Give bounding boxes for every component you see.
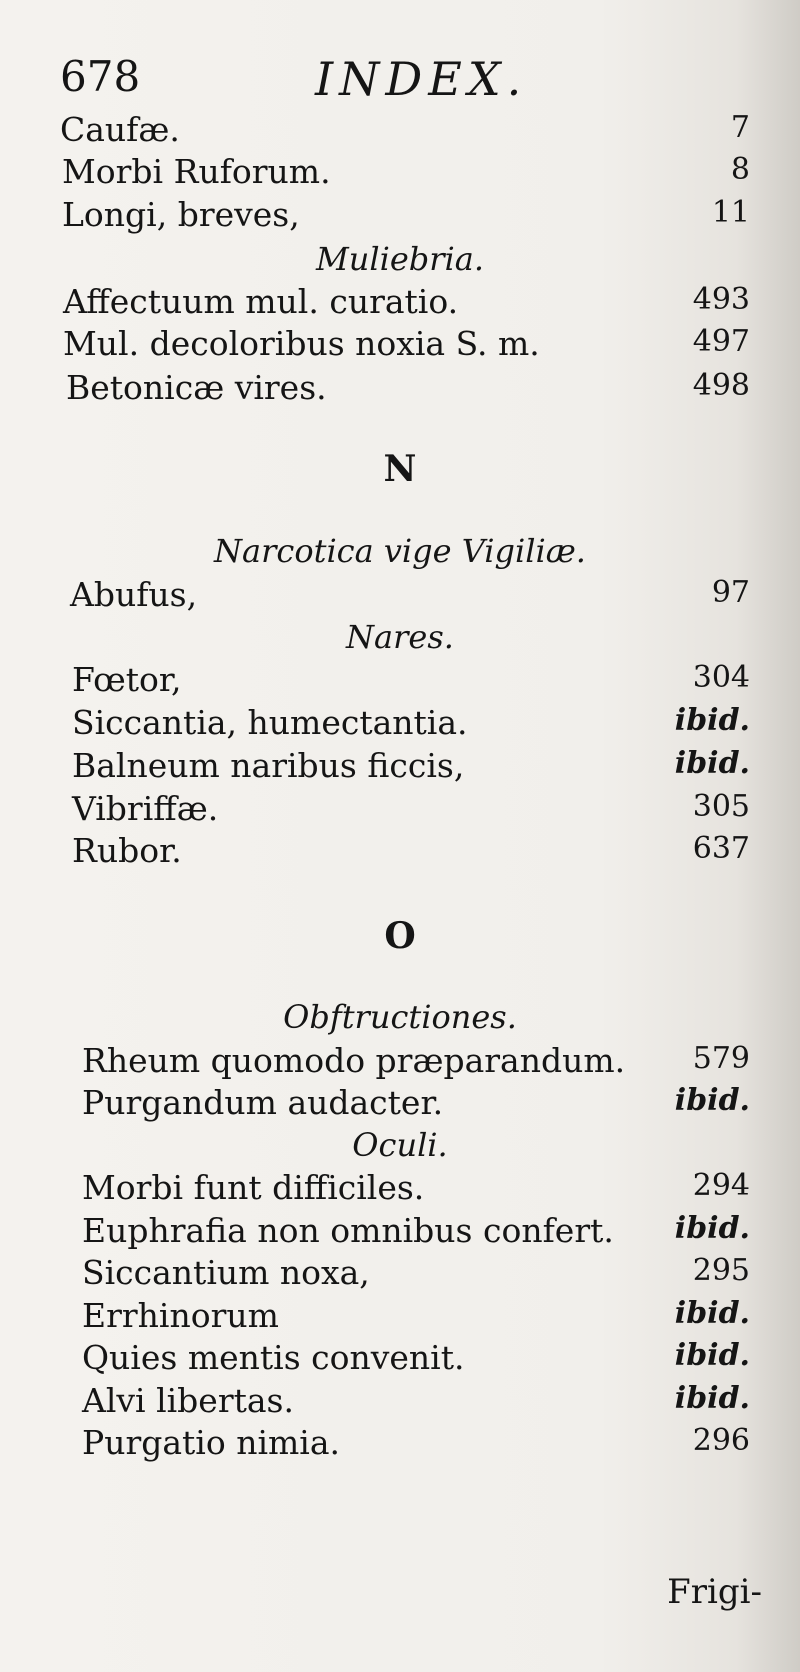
entry-label: Rheum quomodo præparandum. — [82, 1041, 626, 1080]
entry-page-ref: 296 — [692, 1423, 750, 1458]
section-heading: Oculi. — [352, 1126, 448, 1164]
entry-label: Balneum naribus ficcis, — [72, 746, 465, 785]
entry-label: Morbi funt difficiles. — [82, 1168, 425, 1207]
section-heading: Muliebria. — [315, 240, 485, 278]
index-entry — [0, 1381, 800, 1429]
entry-page-ref: ibid. — [674, 746, 750, 781]
entry-label: Euphrafia non omnibus confert. — [82, 1211, 614, 1250]
entry-page-ref: ibid. — [674, 1083, 750, 1118]
index-entry — [0, 282, 800, 330]
entry-label: Quies mentis convenit. — [82, 1338, 465, 1377]
entry-page-ref: 294 — [692, 1168, 750, 1203]
section-heading: Nares. — [346, 618, 454, 656]
entry-label: Caufæ. — [60, 110, 180, 149]
entry-page-ref: 497 — [692, 324, 750, 359]
entry-page-ref: 7 — [730, 110, 750, 145]
index-entry — [0, 1338, 800, 1386]
entry-page-ref: ibid. — [674, 1338, 750, 1373]
entry-label: Morbi Ruforum. — [62, 152, 331, 191]
entry-page-ref: 11 — [711, 195, 750, 230]
entry-page-ref: ibid. — [674, 1296, 750, 1331]
entry-label: Betonicæ vires. — [66, 368, 327, 407]
entry-page-ref: 498 — [692, 368, 750, 403]
index-entry — [0, 1041, 800, 1089]
entry-page-ref: 305 — [692, 789, 750, 824]
index-entry — [0, 1083, 800, 1131]
entry-label: Siccantia, humectantia. — [72, 703, 468, 742]
index-entry — [0, 152, 800, 200]
index-entry — [0, 831, 800, 879]
index-entry — [0, 1253, 800, 1301]
entry-label: Abufus, — [70, 575, 198, 614]
index-entry — [0, 195, 800, 243]
index-entry — [0, 1168, 800, 1216]
entry-label: Purgandum audacter. — [82, 1083, 444, 1122]
entry-label: Alvi libertas. — [82, 1381, 294, 1420]
index-entry — [0, 660, 800, 708]
index-entry — [0, 746, 800, 794]
entry-label: Mul. decoloribus noxia S. m. — [63, 324, 540, 363]
index-entry — [0, 575, 800, 623]
entry-page-ref: 304 — [692, 660, 750, 695]
index-entry — [0, 110, 800, 158]
entry-label: Fœtor, — [72, 660, 182, 699]
entry-label: Affectuum mul. curatio. — [63, 282, 459, 321]
entry-page-ref: 97 — [711, 575, 750, 610]
index-entry — [0, 1296, 800, 1344]
index-entry — [0, 703, 800, 751]
entry-page-ref: 493 — [692, 282, 750, 317]
entry-label: Siccantium noxa, — [82, 1253, 370, 1292]
index-entry — [0, 368, 800, 416]
entry-page-ref: ibid. — [674, 1381, 750, 1416]
entry-page-ref: 295 — [692, 1253, 750, 1288]
entry-page-ref: ibid. — [674, 1211, 750, 1246]
index-entry — [0, 324, 800, 372]
index-entry — [0, 1211, 800, 1259]
section-heading: Obftructiones. — [283, 998, 517, 1036]
entry-page-ref: 8 — [730, 152, 750, 187]
entry-page-ref: ibid. — [674, 703, 750, 738]
entry-label: Vibriffæ. — [72, 789, 219, 828]
entry-page-ref: 579 — [692, 1041, 750, 1076]
index-entry — [0, 1423, 800, 1471]
entry-label: Errhinorum — [82, 1296, 279, 1335]
page-number: 678 — [60, 52, 141, 101]
entry-page-ref: 637 — [692, 831, 750, 866]
running-title: INDEX. — [315, 52, 528, 106]
index-entry — [0, 789, 800, 837]
section-heading: Narcotica vige Vigiliæ. — [214, 532, 586, 570]
entry-label: Purgatio nimia. — [82, 1423, 341, 1462]
alphabet-letter-heading: O — [384, 915, 416, 957]
alphabet-letter-heading: N — [383, 448, 417, 490]
entry-label: Longi, breves, — [62, 195, 300, 234]
catchword: Frigi- — [667, 1572, 762, 1612]
entry-label: Rubor. — [72, 831, 182, 870]
